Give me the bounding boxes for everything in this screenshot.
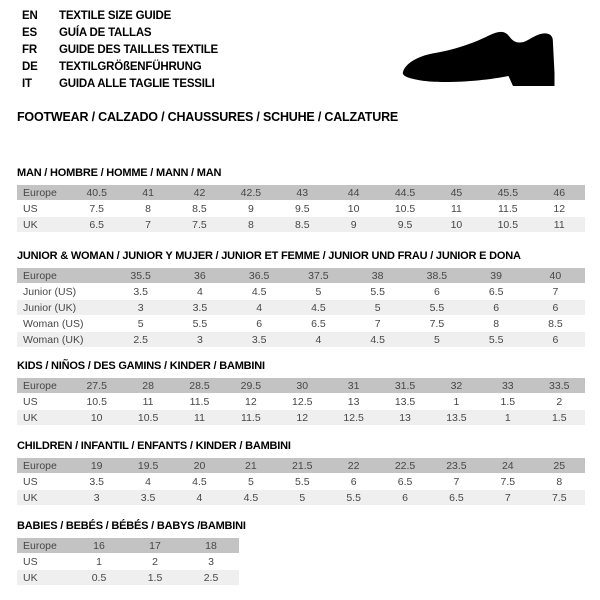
size-cell: 2.5 xyxy=(133,333,148,346)
category-title: FOOTWEAR / CALZADO / CHAUSSURES / SCHUHE / CALZATURE xyxy=(17,110,399,124)
size-cell: 5.5 xyxy=(294,475,310,488)
size-cell: 38.5 xyxy=(426,269,448,282)
size-cell: 36.5 xyxy=(248,269,270,282)
row-label: UK xyxy=(23,218,38,231)
size-cell: 6.5 xyxy=(488,285,504,298)
size-cell: 11 xyxy=(142,395,154,408)
man-size-section xyxy=(17,167,585,233)
size-cell: 11.5 xyxy=(241,411,261,424)
size-cell: 6 xyxy=(256,317,263,330)
size-cell: 10.5 xyxy=(497,218,519,231)
size-cell: 11 xyxy=(553,218,565,231)
size-cell: 12.5 xyxy=(292,395,313,408)
size-cell: 2 xyxy=(152,555,158,568)
size-cell: 6 xyxy=(433,285,440,298)
size-cell: 6.5 xyxy=(449,491,464,504)
size-cell: 11 xyxy=(194,411,205,424)
row-label: US xyxy=(23,555,38,568)
size-cell: 11 xyxy=(450,202,462,215)
size-cell: 9.5 xyxy=(294,202,310,215)
language-row xyxy=(22,24,218,41)
size-cell: 8.5 xyxy=(192,202,207,215)
size-cell: 7.5 xyxy=(500,475,516,488)
size-cell: 1 xyxy=(504,411,511,424)
size-cell: 5.5 xyxy=(192,317,208,330)
table-row xyxy=(17,217,585,232)
size-cell: 5.5 xyxy=(429,301,445,314)
size-cell: 12 xyxy=(553,202,566,215)
man-size-table xyxy=(17,184,585,233)
section-title: KIDS / NIÑOS / DES GAMINS / KINDER / BAMBINI xyxy=(17,360,265,372)
size-cell: 12 xyxy=(296,411,309,424)
size-cell: 12 xyxy=(245,395,257,408)
size-cell: 10 xyxy=(450,218,463,231)
row-label: Europe xyxy=(23,379,57,392)
size-cell: 31 xyxy=(347,379,360,392)
row-label: Europe xyxy=(23,459,57,472)
size-cell: 3 xyxy=(208,555,214,568)
language-label: GUIDE DES TAILLES TEXTILE xyxy=(59,43,218,56)
babies-size-section xyxy=(17,520,585,586)
size-cell: 6 xyxy=(493,301,500,314)
language-code: ES xyxy=(22,26,37,39)
size-cell: 5.5 xyxy=(370,285,385,298)
size-cell: 8 xyxy=(493,317,500,330)
children-size-section xyxy=(17,440,585,506)
table-row xyxy=(17,201,585,216)
size-cell: 36 xyxy=(194,269,206,282)
size-cell: 5.5 xyxy=(346,491,361,504)
language-row xyxy=(22,7,218,24)
size-cell: 6.5 xyxy=(311,317,326,330)
size-cell: 13.5 xyxy=(446,411,467,424)
language-row xyxy=(22,41,218,58)
row-label: Europe xyxy=(23,539,57,552)
size-cell: 24 xyxy=(501,459,514,472)
size-cell: 33 xyxy=(501,379,514,392)
children-size-table xyxy=(17,457,585,506)
table-row xyxy=(17,394,585,409)
table-row xyxy=(17,378,585,393)
size-cell: 7 xyxy=(504,491,511,504)
size-cell: 6 xyxy=(552,333,559,346)
size-cell: 17 xyxy=(149,539,161,552)
size-cell: 18 xyxy=(205,539,217,552)
size-cell: 4.5 xyxy=(251,285,267,298)
row-label: US xyxy=(23,202,38,215)
section-title: MAN / HOMBRE / HOMME / MANN / MAN xyxy=(17,167,222,179)
table-row xyxy=(17,300,585,315)
table-row xyxy=(17,554,239,569)
size-cell: 3.5 xyxy=(89,475,104,488)
size-cell: 11.5 xyxy=(497,202,518,215)
table-row xyxy=(17,410,585,425)
row-label: Woman (US) xyxy=(23,317,84,330)
table-row xyxy=(17,316,585,331)
size-cell: 7 xyxy=(374,317,381,330)
size-cell: 5 xyxy=(137,317,144,330)
size-cell: 28.5 xyxy=(189,379,210,392)
size-cell: 4 xyxy=(256,301,263,314)
size-cell: 5.5 xyxy=(488,333,504,346)
language-code: FR xyxy=(22,43,37,56)
language-code: DE xyxy=(22,60,38,73)
size-cell: 43 xyxy=(296,186,309,199)
size-cell: 5 xyxy=(247,475,254,488)
row-label: UK xyxy=(23,571,38,584)
size-cell: 9.5 xyxy=(397,218,413,231)
size-cell: 45.5 xyxy=(497,186,519,199)
size-cell: 46 xyxy=(553,186,566,199)
size-cell: 4 xyxy=(196,491,203,504)
section-title: JUNIOR & WOMAN / JUNIOR Y MUJER / JUNIOR ET FEMME / JUNIOR UND FRAU / JUNIOR E DONA xyxy=(17,250,521,262)
size-cell: 5 xyxy=(374,301,381,314)
language-label: GUIDA ALLE TAGLIE TESSILI xyxy=(59,77,215,90)
size-cell: 5 xyxy=(315,285,322,298)
size-cell: 7.5 xyxy=(89,202,104,215)
row-label: Woman (UK) xyxy=(23,333,84,346)
language-code: IT xyxy=(22,77,32,90)
size-cell: 27.5 xyxy=(86,379,107,392)
row-label: Europe xyxy=(23,269,57,282)
size-cell: 3.5 xyxy=(140,491,156,504)
language-list xyxy=(22,7,218,92)
size-cell: 22 xyxy=(347,459,360,472)
size-cell: 29.5 xyxy=(240,379,262,392)
size-cell: 4 xyxy=(145,475,151,488)
kids-size-table xyxy=(17,377,585,426)
size-cell: 1 xyxy=(96,555,102,568)
size-cell: 1.5 xyxy=(500,395,516,408)
size-cell: 7 xyxy=(453,475,460,488)
size-cell: 40.5 xyxy=(86,186,107,199)
size-cell: 3 xyxy=(137,301,144,314)
language-label: TEXTILE SIZE GUIDE xyxy=(59,9,172,22)
table-row xyxy=(17,185,585,200)
row-label: US xyxy=(23,395,38,408)
size-cell: 25 xyxy=(553,459,566,472)
kids-size-section xyxy=(17,360,585,426)
language-label: GUÍA DE TALLAS xyxy=(59,26,152,39)
language-row xyxy=(22,58,218,75)
table-row xyxy=(17,570,239,585)
row-label: Junior (UK) xyxy=(23,301,77,314)
size-cell: 6 xyxy=(350,475,357,488)
size-cell: 1 xyxy=(453,395,460,408)
size-cell: 33.5 xyxy=(549,379,570,392)
table-row xyxy=(17,490,585,505)
size-cell: 4 xyxy=(315,333,322,346)
table-row xyxy=(17,332,585,347)
size-cell: 3.5 xyxy=(192,301,208,314)
size-cell: 21 xyxy=(245,459,257,472)
size-cell: 22.5 xyxy=(394,459,416,472)
size-cell: 10.5 xyxy=(137,411,159,424)
size-cell: 6.5 xyxy=(397,475,413,488)
size-cell: 19 xyxy=(90,459,103,472)
size-cell: 13 xyxy=(347,395,360,408)
size-cell: 42.5 xyxy=(240,186,262,199)
section-title: BABIES / BEBÉS / BÉBÉS / BABYS /BAMBINI xyxy=(17,520,246,532)
table-row xyxy=(17,458,585,473)
size-cell: 8 xyxy=(247,218,254,231)
size-cell: 7.5 xyxy=(429,317,445,330)
size-cell: 4.5 xyxy=(243,491,259,504)
size-cell: 20 xyxy=(193,459,206,472)
row-label: US xyxy=(23,475,38,488)
table-row xyxy=(17,538,239,553)
size-cell: 10.5 xyxy=(394,202,416,215)
size-cell: 3.5 xyxy=(133,285,148,298)
size-cell: 32 xyxy=(450,379,463,392)
size-cell: 2 xyxy=(556,395,563,408)
size-cell: 44.5 xyxy=(394,186,416,199)
section-title: CHILDREN / INFANTIL / ENFANTS / KINDER / BAMBINI xyxy=(17,440,291,452)
size-cell: 4.5 xyxy=(192,475,207,488)
size-cell: 28 xyxy=(142,379,154,392)
size-cell: 8 xyxy=(556,475,563,488)
size-cell: 10.5 xyxy=(86,395,107,408)
size-cell: 3 xyxy=(196,333,203,346)
size-cell: 6 xyxy=(552,301,559,314)
size-cell: 4.5 xyxy=(311,301,326,314)
junior-woman-size-section xyxy=(17,250,585,348)
size-cell: 42 xyxy=(193,186,206,199)
language-row xyxy=(22,75,218,92)
junior-woman-size-table xyxy=(17,267,585,348)
size-cell: 1.5 xyxy=(147,571,163,584)
size-cell: 0.5 xyxy=(91,571,107,584)
row-label: UK xyxy=(23,491,38,504)
row-label: Junior (US) xyxy=(23,285,77,298)
size-cell: 23.5 xyxy=(446,459,467,472)
table-row xyxy=(17,474,585,489)
size-cell: 3.5 xyxy=(251,333,267,346)
size-cell: 6 xyxy=(402,491,408,504)
size-cell: 44 xyxy=(347,186,360,199)
size-cell: 31.5 xyxy=(394,379,416,392)
size-cell: 9 xyxy=(247,202,254,215)
size-cell: 8 xyxy=(145,202,151,215)
size-cell: 3 xyxy=(93,491,100,504)
size-cell: 9 xyxy=(350,218,357,231)
size-cell: 38 xyxy=(371,269,384,282)
row-label: UK xyxy=(23,411,38,424)
size-cell: 13 xyxy=(399,411,411,424)
size-cell: 37.5 xyxy=(308,269,329,282)
size-cell: 45 xyxy=(450,186,463,199)
size-cell: 40 xyxy=(549,269,562,282)
size-cell: 7 xyxy=(145,218,151,231)
table-row xyxy=(17,284,585,299)
size-cell: 5 xyxy=(433,333,440,346)
size-cell: 10 xyxy=(90,411,103,424)
dress-shoe-icon xyxy=(396,26,572,96)
size-cell: 4.5 xyxy=(370,333,385,346)
size-cell: 7.5 xyxy=(551,491,567,504)
size-cell: 16 xyxy=(93,539,105,552)
size-cell: 4 xyxy=(196,285,203,298)
size-cell: 7.5 xyxy=(192,218,207,231)
size-cell: 11.5 xyxy=(189,395,210,408)
language-code: EN xyxy=(22,9,38,22)
size-cell: 35.5 xyxy=(130,269,151,282)
size-cell: 1.5 xyxy=(551,411,567,424)
size-cell: 5 xyxy=(299,491,306,504)
size-cell: 2.5 xyxy=(203,571,219,584)
size-cell: 19.5 xyxy=(137,459,159,472)
table-row xyxy=(17,268,585,283)
size-cell: 6.5 xyxy=(89,218,104,231)
babies-size-table xyxy=(17,537,239,586)
size-cell: 12.5 xyxy=(343,411,364,424)
size-cell: 13.5 xyxy=(394,395,416,408)
size-cell: 30 xyxy=(296,379,309,392)
size-cell: 21.5 xyxy=(292,459,313,472)
size-cell: 39 xyxy=(490,269,502,282)
size-cell: 41 xyxy=(142,186,154,199)
size-cell: 10 xyxy=(347,202,360,215)
row-label: Europe xyxy=(23,186,57,199)
language-label: TEXTILGRÖßENFÜHRUNG xyxy=(59,60,202,73)
size-cell: 7 xyxy=(552,285,559,298)
size-cell: 8.5 xyxy=(294,218,310,231)
size-cell: 8.5 xyxy=(548,317,563,330)
